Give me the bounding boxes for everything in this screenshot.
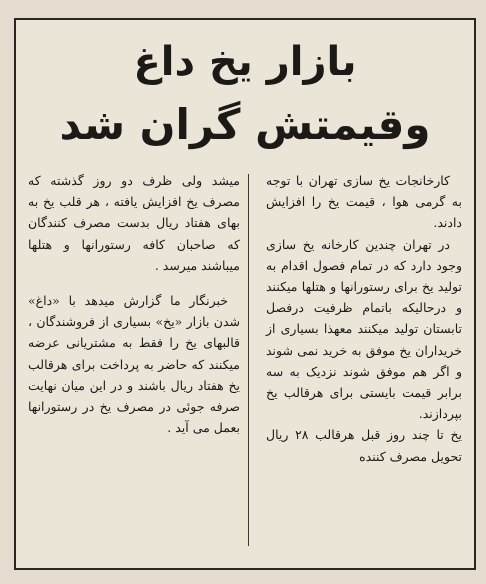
- newspaper-clipping: [14, 18, 476, 570]
- headline-line-1: بازار یخ داغ: [133, 39, 357, 85]
- paragraph-price-now: میشد ولی ظرف دو روز گذشته که مصرف یخ افزایش یافته ، هر قلب یخ به بهای هفتاد ریال بدست مصرف کنندگان که صاحبان کافه رستورانها و هتلها میباشند میرسد .: [28, 173, 240, 273]
- paragraph-gap: [28, 276, 240, 290]
- paragraph-intro: کارخانجات یخ سازی تهران با توجه به گرمی هوا ، قیمت یخ را افزایش دادند.: [266, 173, 462, 231]
- headline-line-2: وقیمتش گران شد: [59, 100, 431, 149]
- article-column-right: [266, 170, 462, 467]
- column-divider: [248, 174, 249, 546]
- paragraph-factories: در تهران چندین کارخانه یخ سازی وجود دارد که در تمام فصول اقدام به تولید یخ برای رستورانها و هتلها میکنند و درحالیکه باتمام ظرفیت درفصل تابستان تولید میکنند معهذا بسیاری از خریداران یخ موفق به خرید نمی شوند و اگر هم موفق شوند نزدیک به سه برابر قیمت بایستی برای هرقالب یخ بپردازند.: [266, 236, 462, 422]
- paragraph-reporter: خبرنگار ما گزارش میدهد با «داغ» شدن بازار «یخ» بسیاری از فروشندگان ، قالبهای یخ را فقط به مشتریانی عرضه میکنند که حاضر به پرداخت برای هرقالب یخ هفتاد ریال باشند و در این میان نهایت صرفه جوئی در مصرف یخ در رستورانها بعمل می آید .: [28, 293, 240, 436]
- paragraph-price-before: یخ تا چند روز قبل هرقالب ۲۸ ریال تحویل مصرف کننده: [266, 427, 462, 464]
- article-column-left: [28, 170, 240, 438]
